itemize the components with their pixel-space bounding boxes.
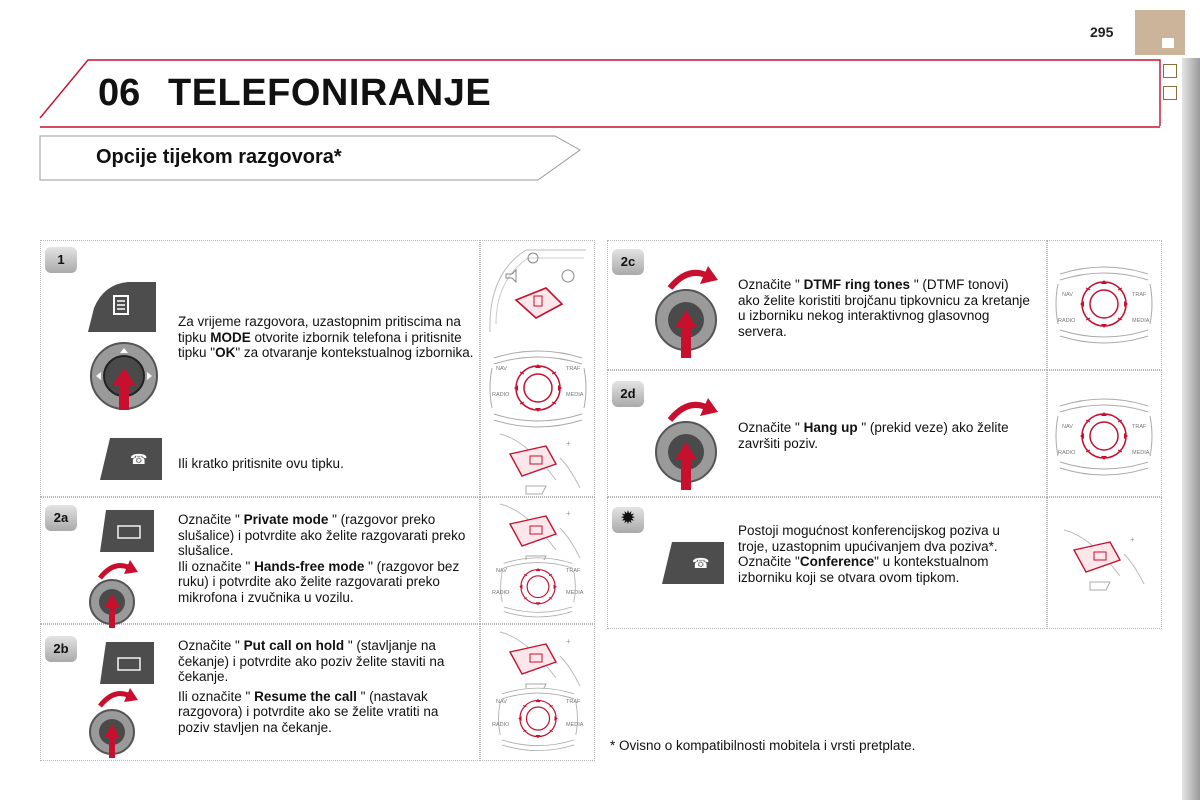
step-badge: 2c	[612, 249, 644, 275]
nav-label: NAV	[496, 568, 507, 574]
steering-controls-diagram	[488, 684, 588, 758]
jog-dial-rotate-icon	[650, 262, 730, 362]
steering-wheel-button-diagram	[496, 430, 592, 496]
steering-wheel-button-diagram	[1060, 526, 1156, 592]
svg-text:☎: ☎	[130, 452, 148, 468]
phone-button-icon	[96, 434, 166, 482]
call-button-icon	[96, 506, 156, 554]
nav-label: NAV	[1062, 292, 1073, 298]
media-label: MEDIA	[1132, 450, 1150, 456]
footnote: * Ovisno o kompatibilnosti mobitela i vrsti pretplate.	[610, 738, 916, 753]
step-badge: 2b	[45, 636, 77, 662]
step-1-text: Za vrijeme razgovora, uzastopnim pritiscima na tipku MODE otvorite izbornik telefona i pritisnite tipku "OK" za otvaranje kontekstualnog izbornika.	[178, 314, 474, 360]
chapter-title: TELEFONIRANJE	[168, 72, 492, 114]
step-1-alt-text: Ili kratko pritisnite ovu tipku.	[178, 456, 344, 471]
radio-label: RADIO	[492, 722, 510, 728]
nav-label: NAV	[496, 366, 507, 372]
traf-label: TRAF	[566, 366, 581, 372]
svg-text:☎: ☎	[692, 556, 710, 572]
step-2c-text: Označite " DTMF ring tones " (DTMF tonovi) ako želite koristiti brojčanu tipkovnicu za kretanje u izborniku nekog interaktivnog glasovnog servera.	[738, 277, 1030, 339]
jog-dial-icon	[86, 338, 162, 414]
traf-label: TRAF	[566, 699, 581, 705]
steering-controls-diagram	[488, 554, 588, 624]
steering-controls-diagram	[1054, 262, 1154, 352]
step-2b-text: Označite " Put call on hold " (stavljanje na čekanje) i potvrdite ako poziv želite staviti na čekanje. Ili označite " Resume the call " (nastavak razgovora) i potvrdite ako se želite vratiti na poziv stavljen na čekanje.	[178, 638, 445, 735]
media-label: MEDIA	[566, 722, 584, 728]
steering-wheel-button-diagram	[496, 628, 592, 688]
step-badge: 1	[45, 247, 77, 273]
step-badge: 2a	[45, 505, 77, 531]
jog-dial-rotate-icon	[84, 684, 144, 760]
steering-controls-diagram	[1054, 394, 1154, 484]
steering-wheel-button-diagram	[496, 500, 592, 560]
section-title: Opcije tijekom razgovora*	[96, 146, 342, 168]
jog-dial-rotate-icon	[650, 394, 730, 494]
media-label: MEDIA	[1132, 318, 1150, 324]
radio-label: RADIO	[1058, 318, 1076, 324]
media-label: MEDIA	[566, 392, 584, 398]
steering-controls-diagram	[488, 346, 588, 436]
step-2d-text: Označite " Hang up " (prekid veze) ako želite završiti poziv.	[738, 420, 1009, 451]
mode-panel-diagram	[486, 244, 590, 336]
traf-label: TRAF	[1132, 424, 1147, 430]
chapter-number: 06	[98, 72, 141, 114]
tip-text: Postoji mogućnost konferencijskog poziva u troje, uzastopnim upućivanjem dva poziva*. Označite "Conference" u kontekstualnom izborniku koji se otvara ovom tipkom.	[738, 523, 1000, 585]
radio-label: RADIO	[492, 392, 510, 398]
nav-label: NAV	[1062, 424, 1073, 430]
traf-label: TRAF	[1132, 292, 1147, 298]
nav-label: NAV	[496, 699, 507, 705]
radio-label: RADIO	[492, 590, 510, 596]
radio-label: RADIO	[1058, 450, 1076, 456]
jog-dial-rotate-icon	[84, 556, 144, 628]
phone-button-icon	[658, 538, 728, 586]
page-number: 295	[1090, 24, 1114, 40]
lightbulb-icon: ✹	[612, 507, 644, 533]
traf-label: TRAF	[566, 568, 581, 574]
call-button-icon	[96, 638, 156, 686]
media-label: MEDIA	[566, 590, 584, 596]
mode-button-icon	[84, 278, 164, 338]
step-2a-text: Označite " Private mode " (razgovor preko slušalice) i potvrdite ako želite razgovarati preko slušalice. Ili označite " Hands-free mode " (razgovor bez ruku) i potvrdite ako želite razgovarati preko mikrofona i zvučnika u vozilu.	[178, 512, 466, 605]
step-badge: 2d	[612, 381, 644, 407]
